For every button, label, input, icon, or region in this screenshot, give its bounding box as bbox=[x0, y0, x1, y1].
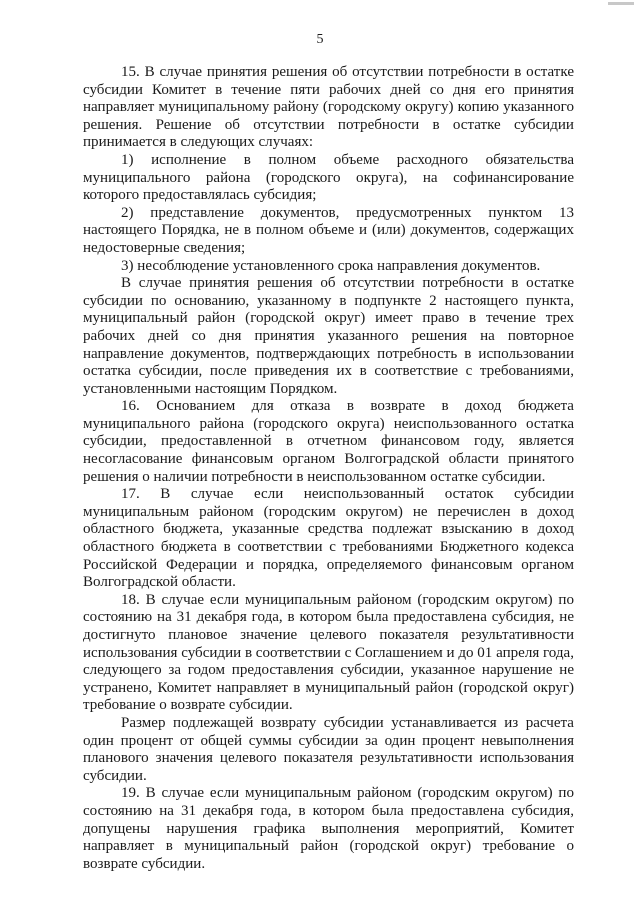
paragraph-18-continuation: Размер подлежащей возврату субсидии устанавливается из расчета один процент от общей суммы субсидии за один процент невыполнения планового значения целевого показателя результативности использования субсидии. bbox=[83, 714, 574, 784]
scan-artifact bbox=[608, 2, 634, 5]
paragraph-18: 18. В случае если муниципальным районом (городским округом) по состоянию на 31 декабря года, в котором была предоставлена субсидия, не достигнуто плановое значение целевого показателя результативности использования субсидии в соответствии с Соглашением и до 01 апреля года, следующего за годом предоставления субсидии, указанное нарушение не устранено, Комитет направляет в муниципальный район (городской округ) требование о возврате субсидии. bbox=[83, 591, 574, 714]
paragraph-15: 15. В случае принятия решения об отсутствии потребности в остатке субсидии Комитет в течение пяти рабочих дней со дня его принятия направляет муниципальному району (городскому округу) копию указанного решения. Решение об отсутствии потребности в остатке субсидии принимается в следующих случаях: bbox=[83, 64, 574, 151]
paragraph-15-item-3: 3) несоблюдение установленного срока направления документов. bbox=[121, 257, 541, 274]
paragraph-15-continuation: В случае принятия решения об отсутствии потребности в остатке субсидии по основанию, указанному в подпункте 2 настоящего пункта, муниципальный район (городской округ) имеет право в течение трех рабочих дней со дня принятия указанного решения на повторное направление документов, подтверждающих потребность в использовании остатка субсидии, после приведения их в соответствие с требованиями, установленными настоящим Порядком. bbox=[83, 275, 574, 397]
paragraph-16: 16. Основанием для отказа в возврате в доход бюджета муниципального района (городского округа) неиспользованного остатка субсидии, предоставленной в отчетном финансовом году, является несогласование финансовым органом Волгоградской области принятого решения о наличии потребности в неиспользованном остатке субсидии. bbox=[83, 398, 574, 485]
paragraph-15-item-2: 2) представление документов, предусмотренных пунктом 13 настоящего Порядка, не в полном объеме и (или) документов, содержащих недостоверные сведения; bbox=[83, 204, 574, 256]
document-body bbox=[83, 64, 574, 873]
paragraph-15-item-1: 1) исполнение в полном объеме расходного обязательства муниципального района (городского округа), на софинансирование которого предоставлялась субсидия; bbox=[83, 151, 574, 204]
page-number: 5 bbox=[316, 32, 324, 47]
paragraph-19: 19. В случае если муниципальным районом (городским округом) по состоянию на 31 декабря года, в котором была предоставлена субсидия, допущены нарушения графика выполнения мероприятий, Комитет направляет в муниципальный район (городской округ) требование о возврате субсидии. bbox=[83, 785, 574, 872]
paragraph-17: 17. В случае если неиспользованный остаток субсидии муниципальным районом (городским округом) не перечислен в доход областного бюджета, указанные средства подлежат взысканию в доход областного бюджета в соответствии с требованиями Бюджетного кодекса Российской Федерации и порядка, определяемого финансовым органом Волгоградской области. bbox=[83, 486, 574, 591]
